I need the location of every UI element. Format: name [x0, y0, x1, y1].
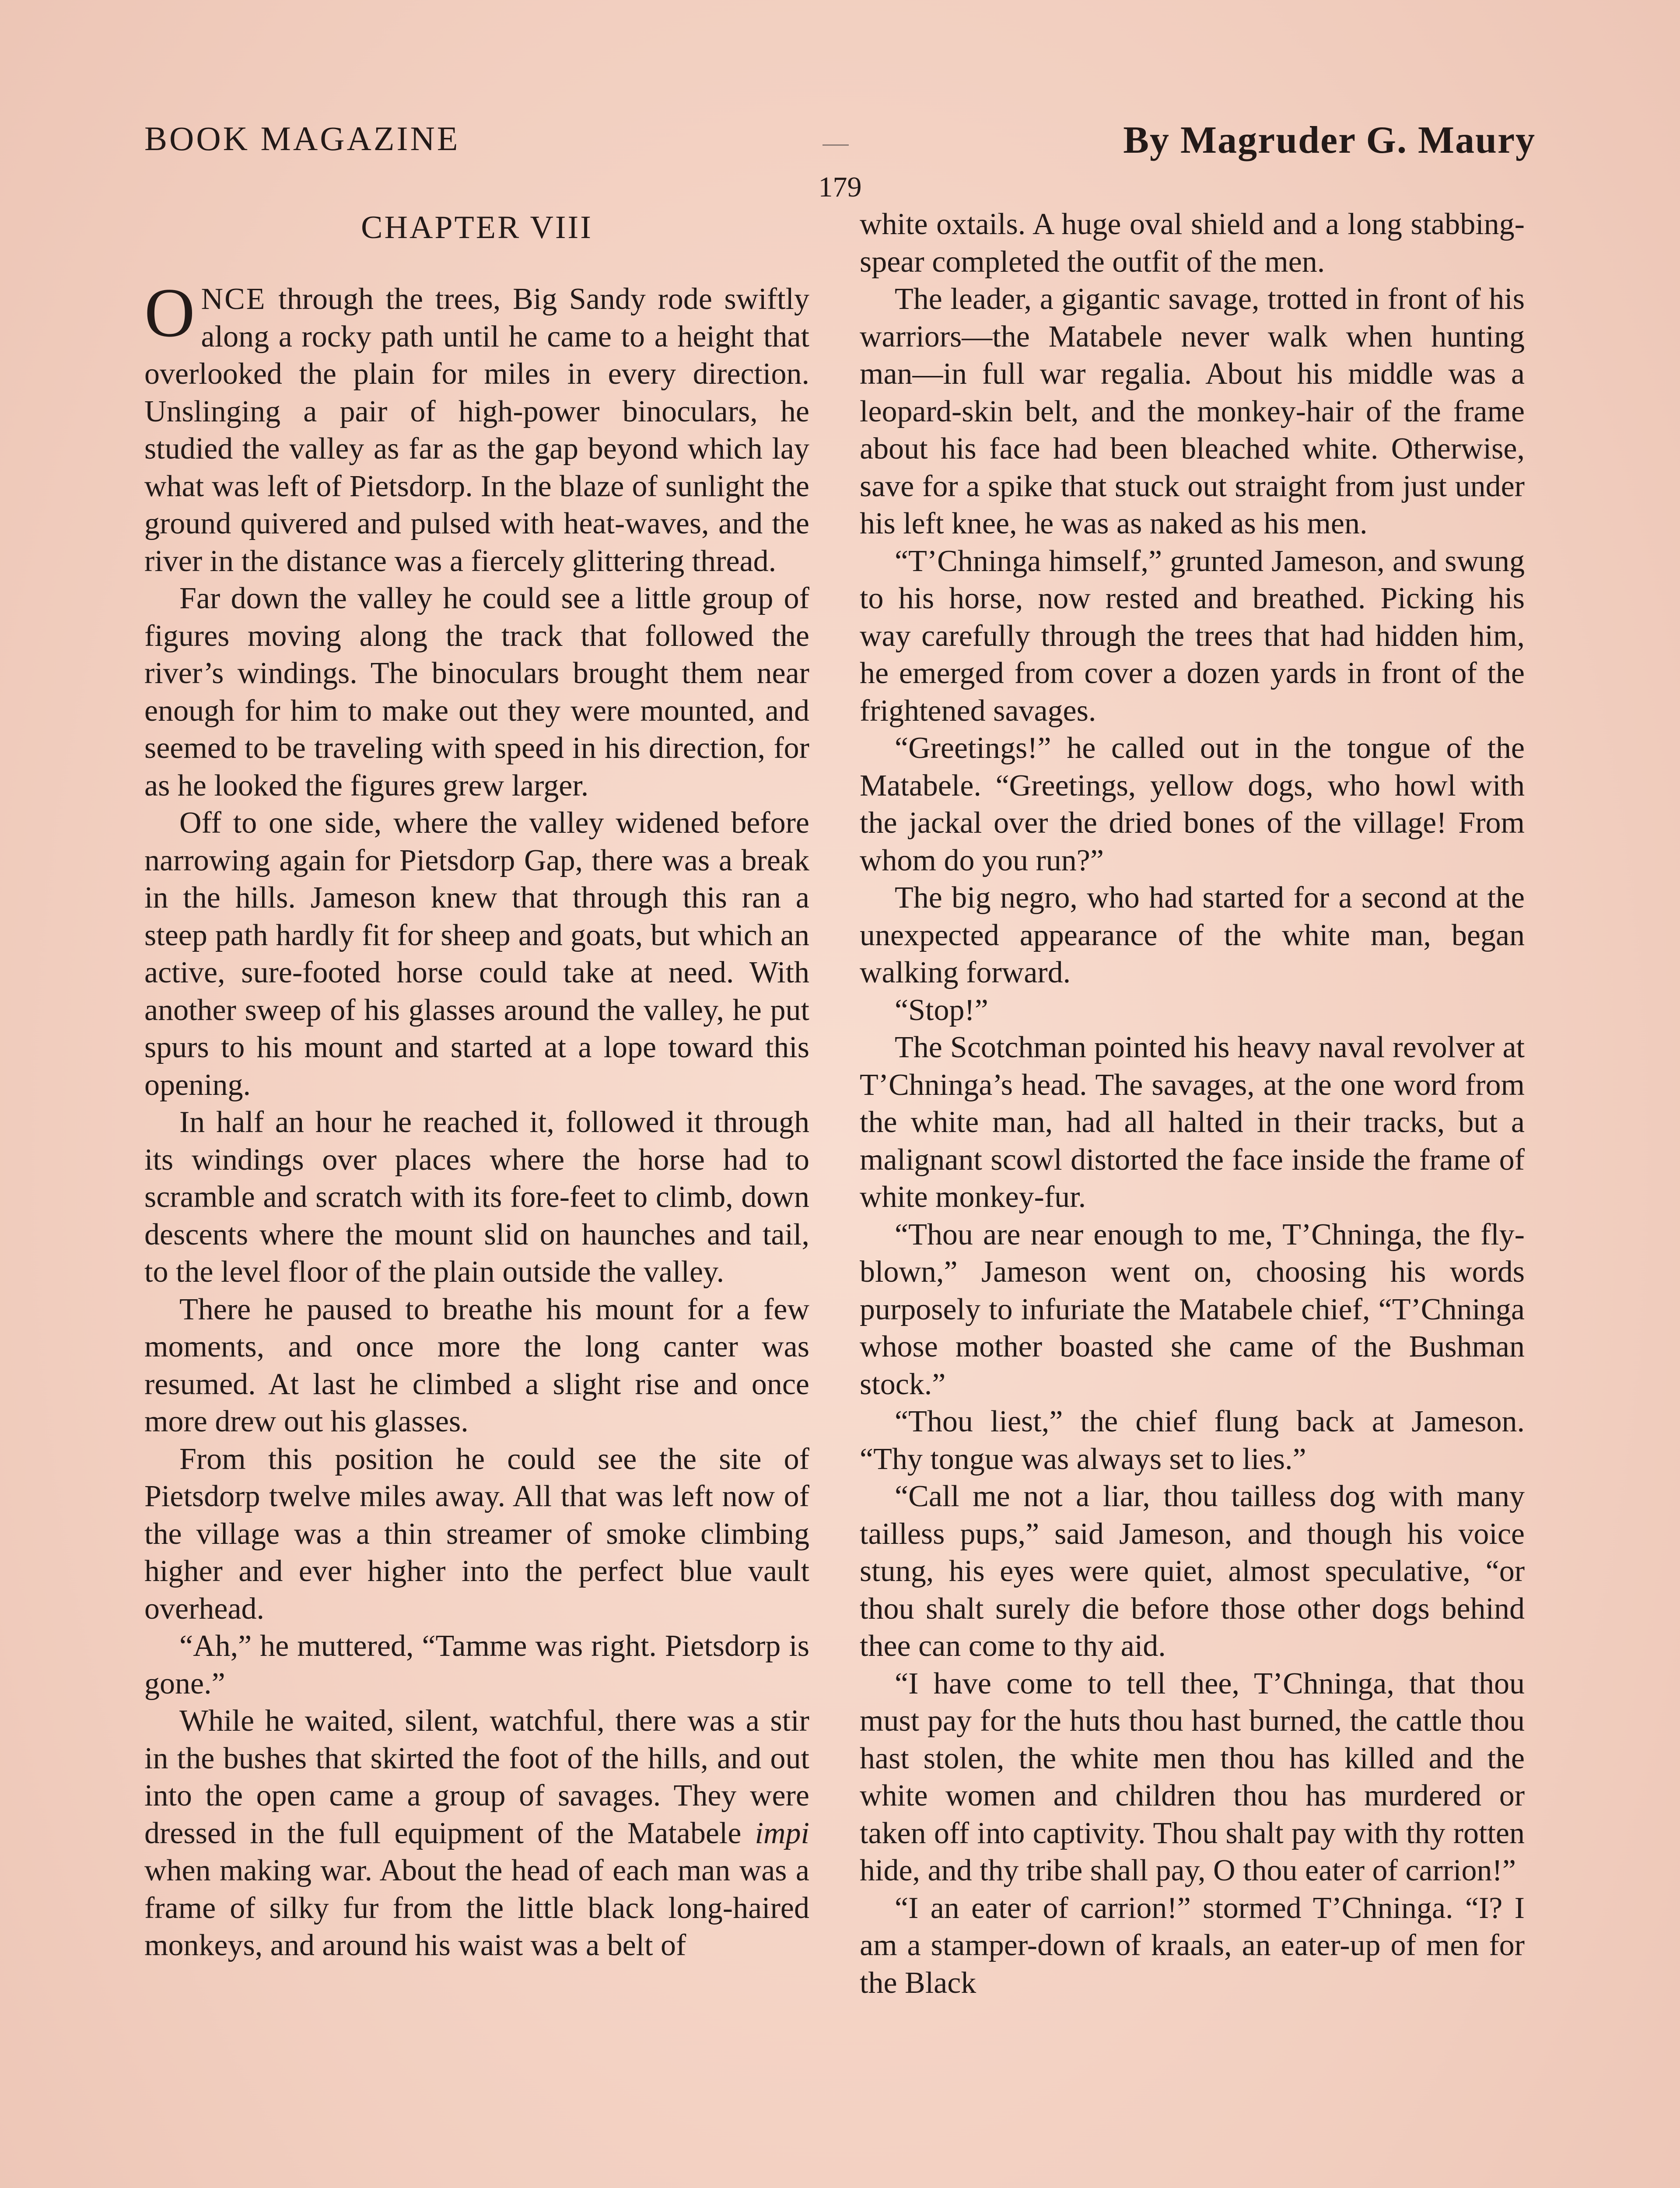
paragraph: “Ah,” he muttered, “Tamme was right. Pietsdorp is gone.” — [144, 1629, 809, 1701]
paragraph: In half an hour he reached it, followed it through its windings over places where the horse had to scramble and scratch with its fore-feet to climb, down descents where the mount slid on haunches and tail, to the level floor of the plain outside the valley. — [144, 1105, 809, 1289]
paragraph — [144, 1702, 809, 1964]
magazine-title: BOOK MAGAZINE — [144, 119, 460, 158]
paragraph: Off to one side, where the valley widened before narrowing again for Pietsdorp Gap, there was a break in the hills. Jameson knew that through this ran a steep path hardly fit for sheep and goats, but which an active, sure-footed horse could take at need. With another sweep of his glasses around the valley, he put spurs to his mount and started at a lope toward this opening. — [144, 806, 809, 1102]
drop-cap: O — [144, 274, 195, 351]
paragraph: “Thou are near enough to me, T’Chninga, the fly-blown,” Jameson went on, choosing his words purposely to infuriate the Matabele chief, “T’Chninga whose mother boasted she came of the Bushman stock.” — [860, 1217, 1525, 1401]
paragraph: “Greetings!” he called out in the tongue of the Matabele. “Greetings, yellow dogs, who howl with the jackal over the dried bones of the village! From whom do you run?” — [860, 731, 1525, 877]
paragraph: The leader, a gigantic savage, trotted in front of his warriors—the Matabele never walk when hunting man—in full war regalia. About his middle was a leopard-skin belt, and the monkey-hair of the frame about his face had been bleached white. Otherwise, save for a spike that stuck out straight from just under his left knee, he was as naked as his men. — [860, 282, 1525, 540]
paragraph-text: through the trees, Big Sandy rode swiftly along a rocky path until he came to a height that overlooked the plain for miles in every direction. Unslinging a pair of high-power binoculars, he studied the valley as far as the gap beyond which lay what was left of Pietsdorp. In the blaze of sunlight the ground quivered and pulsed with heat-waves, and the river in the distance was a fiercely glittering thread. — [144, 282, 809, 578]
paragraph: “I an eater of carrion!” stormed T’Chninga. “I? I am a stamper-down of kraals, an eater-up of men for the Black — [860, 1891, 1525, 2000]
italic-word: impi — [755, 1816, 809, 1850]
paragraph: There he paused to breathe his mount for a few moments, and once more the long canter was resumed. At last he climbed a slight rise and once more drew out his glasses. — [144, 1292, 809, 1438]
right-column — [860, 206, 1525, 2002]
paragraph-text: While he waited, silent, watchful, there was a stir in the bushes that skirted the foot of the hills, and out into the open came a group of savages. They were dressed in the full equipment of the Matabele — [144, 1704, 809, 1850]
paragraph: “Thou liest,” the chief flung back at Jameson. “Thy tongue was always set to lies.” — [860, 1405, 1525, 1476]
paragraph: From this position he could see the site of Pietsdorp twelve miles away. All that was left now of the village was a thin streamer of smoke climbing higher and ever higher into the perfect blue vault overhead. — [144, 1442, 809, 1626]
header-divider — [822, 144, 849, 146]
paragraph: The big negro, who had started for a second at the unexpected appearance of the white man, began walking forward. — [860, 881, 1525, 989]
paragraph: “Stop!” — [895, 993, 988, 1027]
paragraph-text: when making war. About the head of each man was a frame of silky fur from the little black long-haired monkeys, and around his waist was a belt of — [144, 1854, 809, 1962]
paragraph: “Call me not a liar, thou tailless dog with many tailless pups,” said Jameson, and though his voice stung, his eyes were quiet, almost speculative, “or thou shalt surely die before those other dogs behind thee can come to thy aid. — [860, 1480, 1525, 1663]
page-number: 179 — [818, 171, 862, 203]
paragraph: “T’Chninga himself,” grunted Jameson, and swung to his horse, now rested and breathed. Picking his way carefully through the trees that had hidden him, he emerged from cover a dozen yards in front of the frightened savages. — [860, 544, 1525, 728]
paragraph: “I have come to tell thee, T’Chninga, that thou must pay for the huts thou hast burned, the cattle thou hast stolen, the white men thou has killed and the white women and children thou has murdered or taken off into captivity. Thou shalt pay with thy rotten hide, and thy tribe shall pay, O thou eater of carrion!” — [860, 1666, 1525, 1887]
paragraph — [144, 274, 809, 580]
paragraph: The Scotchman pointed his heavy naval revolver at T’Chninga’s head. The savages, at the one word from the white man, had all halted in their tracks, but a malignant scowl distorted the face inside the frame of white monkey-fur. — [860, 1031, 1525, 1214]
chapter-title: CHAPTER VIII — [361, 210, 593, 245]
paragraph: Far down the valley he could see a little group of figures moving along the track that followed the river’s windings. The binoculars brought them near enough for him to make out they were mounted, and seemed to be traveling with speed in his direction, for as he looked the figures grew larger. — [144, 582, 809, 803]
first-word: NCE — [201, 282, 266, 316]
author-byline: By Magruder G. Maury — [1123, 119, 1536, 161]
paragraph: white oxtails. A huge oval shield and a long stabbing-spear completed the outfit of the men. — [860, 207, 1525, 279]
left-column — [144, 206, 809, 1964]
